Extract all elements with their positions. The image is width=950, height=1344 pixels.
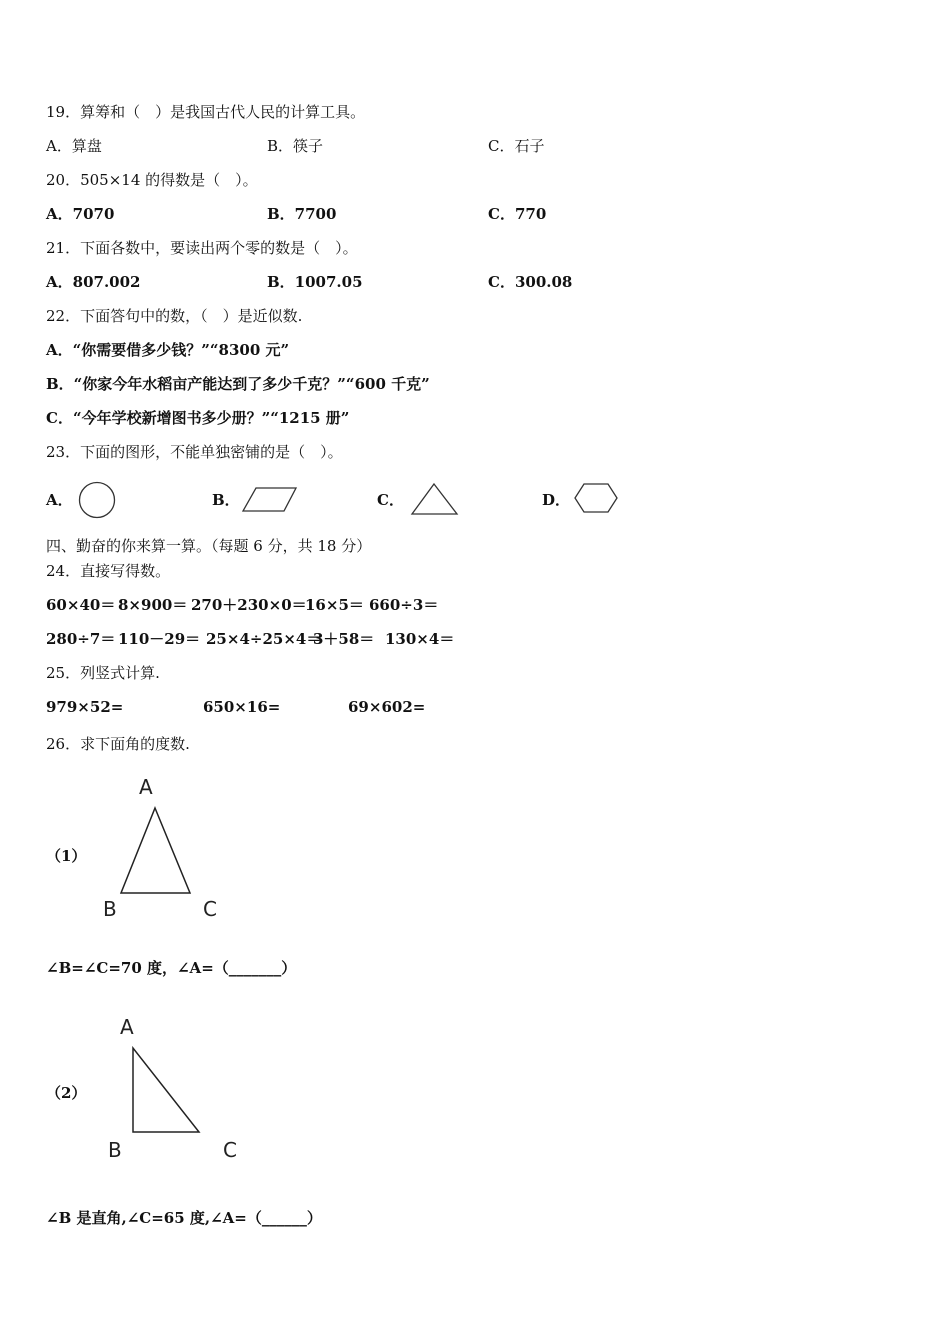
q24-item: 110－29＝ [118,630,201,648]
q23-option-d[interactable]: D． [542,491,571,509]
q20-option-c[interactable]: C．770 [488,205,547,223]
fig1-label-a: A [139,775,153,799]
circle-icon [78,480,118,520]
fig1-triangle [95,770,225,925]
q24-item: 270＋230×0＝ [191,596,307,614]
fig1-label-c: C [203,897,217,921]
fig1-label-b: B [103,897,117,921]
q25-item: 69×602= [348,698,426,716]
q23-option-b[interactable]: B． [212,491,240,509]
q19-option-a[interactable]: A．算盘 [46,137,102,155]
fig2-tag: （2） [46,1084,87,1102]
fig2-label-b: B [108,1138,122,1162]
q24-stem: 24．直接写得数。 [46,562,171,580]
q24-item: 16×5＝ [305,596,364,614]
q20-option-b[interactable]: B．7700 [267,205,337,223]
q23-option-a[interactable]: A． [46,491,73,509]
q21-stem: 21．下面各数中，要读出两个零的数是（ ）。 [46,239,358,257]
q25-item: 979×52= [46,698,124,716]
q21-option-b[interactable]: B．1007.05 [267,273,363,291]
q19-stem: 19．算筹和（ ）是我国古代人民的计算工具。 [46,103,366,121]
q21-option-c[interactable]: C．300.08 [488,273,573,291]
hexagon-icon [572,481,622,517]
fig2-caption: ∠B 是直角,∠C=65 度,∠A=（______） [46,1209,322,1227]
q25-stem: 25．列竖式计算. [46,664,160,682]
q25-item: 650×16= [203,698,281,716]
fig2-triangle [100,1010,250,1165]
q22-option-b[interactable]: B．“你家今年水稻亩产能达到了多少千克？”“600 千克” [46,375,430,393]
section-heading: 四、勤奋的你来算一算。（每题 6 分，共 18 分） [46,537,372,555]
q22-option-a[interactable]: A．“你需要借多少钱？”“8300 元” [46,341,290,359]
q24-item: 3＋58＝ [313,630,375,648]
fig2-label-c: C [223,1138,237,1162]
q24-item: 8×900＝ [118,596,188,614]
q22-option-c[interactable]: C．“今年学校新增图书多少册？”“1215 册” [46,409,350,427]
fig1-tag: （1） [46,847,87,865]
q20-option-a[interactable]: A．7070 [46,205,115,223]
q21-option-a[interactable]: A．807.002 [46,273,141,291]
q24-item: 60×40＝ [46,596,116,614]
q24-item: 25×4÷25×4＝ [206,630,322,648]
q23-option-c[interactable]: C． [377,491,404,509]
q22-stem: 22．下面答句中的数，（ ）是近似数. [46,307,303,325]
fig1-caption: ∠B=∠C=70 度，∠A=（_______） [46,959,297,977]
q20-stem: 20．505×14 的得数是（ ）。 [46,171,258,189]
parallelogram-icon [240,485,300,515]
q19-option-c[interactable]: C．石子 [488,137,545,155]
triangle-icon [408,480,463,520]
q24-item: 280÷7＝ [46,630,116,648]
q26-stem: 26．求下面角的度数. [46,735,190,753]
q24-item: 660÷3＝ [369,596,439,614]
q19-option-b[interactable]: B．筷子 [267,137,324,155]
q23-stem: 23．下面的图形，不能单独密铺的是（ ）。 [46,443,343,461]
fig2-label-a: A [120,1015,134,1039]
q24-item: 130×4＝ [385,630,455,648]
